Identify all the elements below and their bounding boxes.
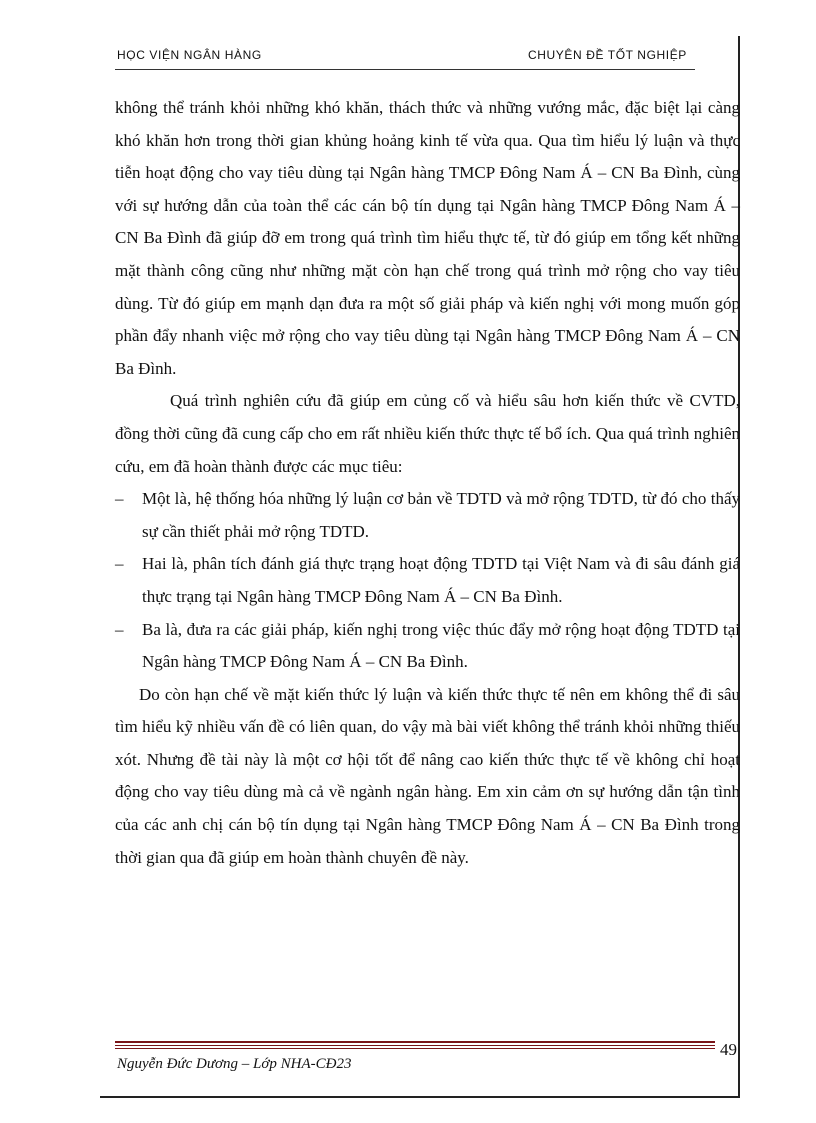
- footer-author: Nguyễn Đức Dương – Lớp NHA-CĐ23: [117, 1056, 352, 1072]
- dash-marker: –: [115, 619, 124, 639]
- paragraph-2: Quá trình nghiên cứu đã giúp em củng cố và hiểu sâu hơn kiến thức về CVTD, đồng thời cũng đã cung cấp cho em rất nhiều kiến thức thực tế bổ ích. Qua quá trình nghiên cứu, em đã hoàn thành được các mục tiêu:: [115, 391, 740, 476]
- footer-divider: [115, 1045, 715, 1046]
- list-item-text: Hai là, phân tích đánh giá thực trạng hoạt động TDTD tại Việt Nam và đi sâu đánh giá thực trạng tại Ngân hàng TMCP Đông Nam Á – CN Ba Đình.: [142, 554, 740, 606]
- header-right: CHUYÊN ĐỀ TỐT NGHIỆP: [528, 48, 687, 62]
- dash-marker: –: [115, 554, 124, 574]
- page-number: 49: [720, 1040, 737, 1059]
- document-body: [115, 92, 740, 874]
- header-divider: [115, 69, 695, 70]
- list-item: [115, 548, 740, 613]
- list-item: [115, 483, 740, 548]
- closing-paragraph: Do còn hạn chế về mặt kiến thức lý luận và kiến thức thực tế nên em không thể đi sâu tìm hiểu kỹ nhiều vấn đề có liên quan, do vậy mà bài viết không thể tránh khỏi những thiếu xót. Nhưng đề tài này là một cơ hội tốt để nâng cao kiến thức thực tế về không chỉ hoạt động cho vay tiêu dùng mà cả về ngành ngân hàng. Em xin cảm ơn sự hướng dẫn tận tình của các anh chị cán bộ tín dụng tại Ngân hàng TMCP Đông Nam Á – CN Ba Đình trong thời gian qua đã giúp em hoàn thành chuyên đề này.: [115, 684, 740, 867]
- paragraph-1: không thể tránh khỏi những khó khăn, thách thức và những vướng mắc, đặc biệt lại càng khó khăn hơn trong thời gian khủng hoảng kinh tế vừa qua. Qua tìm hiểu lý luận và thực tiễn hoạt động cho vay tiêu dùng tại Ngân hàng TMCP Đông Nam Á – CN Ba Đình, cùng với sự hướng dẫn của toàn thể các cán bộ tín dụng tại Ngân hàng TMCP Đông Nam Á – CN Ba Đình đã giúp đỡ em trong quá trình tìm hiểu thực tế, từ đó giúp em tổng kết những mặt thành công cũng như những mặt còn hạn chế trong quá trình mở rộng cho vay tiêu dùng. Từ đó giúp em mạnh dạn đưa ra một số giải pháp và kiến nghị với mong muốn góp phần đẩy nhanh việc mở rộng cho vay tiêu dùng tại Ngân hàng TMCP Đông Nam Á – CN Ba Đình.: [115, 98, 740, 378]
- list-item: [115, 614, 740, 679]
- dash-marker: –: [115, 489, 124, 509]
- footer-divider: [115, 1048, 715, 1049]
- list-item-text: Một là, hệ thống hóa những lý luận cơ bản về TDTD và mở rộng TDTD, từ đó cho thấy sự cần thiết phải mở rộng TDTD.: [142, 489, 740, 541]
- header-left: HỌC VIỆN NGÂN HÀNG: [117, 48, 262, 62]
- footer-divider: [115, 1041, 715, 1043]
- list-item-text: Ba là, đưa ra các giải pháp, kiến nghị trong việc thúc đẩy mở rộng hoạt động TDTD tại Ngân hàng TMCP Đông Nam Á – CN Ba Đình.: [142, 619, 740, 672]
